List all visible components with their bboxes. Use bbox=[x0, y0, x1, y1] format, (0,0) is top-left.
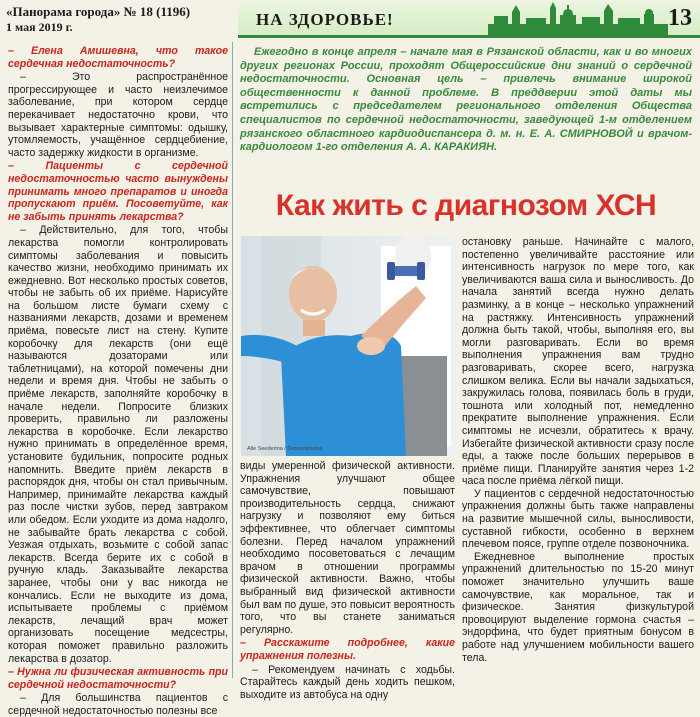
article-paragraph: – Это распространённое прогрессирующее и часто неизлечимое заболевание, при котором сердце перекачивает недостаточно крови, что вызывает характерные симптомы: одышку, утомляемость, учащённое сердцебиение, часто задержку жидкости в организме. bbox=[8, 71, 228, 159]
article-lead: Ежегодно в конце апреля – начале мая в Рязанской области, как и во многих других регионах России, проходят Общероссийские дни знаний о сердечной недостаточности. Основная цель – привлечь внимание широкой общественности к данной проблеме. В преддверии этой даты мы встретились с председателем регионального отделения Общества специалистов по сердечной недостаточности, заведующей 1-м отделением рязанского областного кардиодиспансера д. м. н. Е. А. СМИРНОВОЙ и врачом-кардиологом 1-го отделения А. А. КАРАКИЯН. bbox=[240, 46, 692, 154]
article-column-2 bbox=[240, 460, 455, 701]
photo-credit: Alle Seederina / Depositphotos bbox=[247, 446, 323, 452]
column-divider bbox=[232, 42, 233, 678]
interview-question: – Расскажите подробнее, какие упражнения полезны. bbox=[240, 637, 455, 662]
article-paragraph: остановку раньше. Начинайте с малого, постепенно увеличивайте расстояние или интенсивность нагрузок по мере того, как увеличиваются ваша сила и выносливость. До начала занятий всегда нужно делать разминку, а в конце – несколько упражнений на растяжку. Интенсивность упражнений должна быть такой, чтобы, выполняя его, вы могли разговаривать. Если во время выполнения упражнения вам трудно разговаривать, скорее всего, нагрузка слишком велика. Если вы начали задыхаться, закружилась голова, появилась боль в груди, тошнота или холодный пот, немедленно прекратите выполнение упражнения. Если симптомы не исчезли, обратитесь к врачу. Избегайте физической активности сразу после еды, а также после больших перерывов в приёме пищи. Планируйте занятия через 1-2 часа после приёма лёгкой пищи. bbox=[462, 236, 694, 488]
article-paragraph: – Для большинства пациентов с сердечной недостаточностью полезны все bbox=[8, 692, 228, 717]
interview-question: – Нужна ли физическая активность при сердечной недостаточности? bbox=[8, 666, 228, 691]
article-paragraph: Ежедневное выполнение простых упражнений длительностью по 15-20 минут поможет значительно улучшить ваше самочувствие, как моральное, так и физическое. Занятия физкультурой провоцируют выделение гормона счастья – эндорфина, что будет приятным бонусом в работе над улучшением мобильности вашего тела. bbox=[462, 550, 694, 664]
publication-title: «Панорама города» № 18 (1196) bbox=[6, 4, 191, 19]
interview-question: – Елена Амишевна, что такое сердечная недостаточность? bbox=[8, 45, 228, 70]
masthead bbox=[6, 4, 238, 38]
article-paragraph: – Рекомендуем начинать с ходьбы. Старайтесь каждый день ходить пешком, выходите из автобуса на одну bbox=[240, 663, 455, 701]
article-column-3 bbox=[462, 236, 694, 676]
rubric-band bbox=[238, 2, 700, 38]
city-skyline-icon bbox=[488, 2, 668, 35]
page-number: 13 bbox=[668, 5, 692, 31]
article-paragraph: У пациентов с сердечной недостаточностью упражнения должны быть также направлены на развитие мышечной силы, выносливости, суставной гибкости, особенно в верхнем плечевом поясе, группе отделе позвоночника. bbox=[462, 487, 694, 551]
article-paragraph: – Действительно, для того, чтобы лекарства помогли контролировать симптомы заболевания и повысить качество жизни, необходимо принимать их ежедневно. Вот несколько простых советов, чтобы не забыть об их приёме. Нарисуйте на большом листе бумаги схему с названиями лекарств, дозами и временем приёма, повесьте лист на стену. Купите коробочку для лекарств (они ещё называются дозаторами или таблетницами), на которой помечены дни недели и время дня. Чтобы не забыть о приёме лекарств, заполняйте коробочку в начале недели. Попросите близких проверить, правильно ли разложены лекарства в коробочке. Если лекарство нужно принимать в определённое время, установите будильник, попросите родных напомнить. Введите приём лекарств в распорядок дня, чтобы он стал привычным. Например, принимайте лекарства каждый раз после чистки зубов, перед завтраком или обедом. Если уходите из дома надолго, не забывайте брать лекарства с собой. Уезжая отдыхать, возьмите с собой запас лекарств. Всегда берите их с собой в ручную кладь. Заказывайте лекарства заранее, чтобы они у вас никогда не кончались. Если не выходите из дома, испытываете проблемы с приёмом лекарств, лечащий врач может организовать посещение медсестры, которая поможет правильно разложить лекарства в дозатор. bbox=[8, 224, 228, 665]
article-paragraph: виды умеренной физической активности. Упражнения улучшают общее самочувствие, повышают производительность сердца, снижают нагрузку и позволяют ему биться эффективнее, что облегчает симптомы болезни. Перед началом упражнений необходимо посоветоваться с лечащим врачом в отношении программы физической активности. Важно, чтобы выбранный вид физической активности был вам по душе, это повысит вероятность того, что вы станете заниматься регулярно. bbox=[240, 460, 455, 636]
article-photo bbox=[241, 236, 456, 456]
interview-question: – Пациенты с сердечной недостаточностью часто вынуждены принимать много препаратов и иногда пропускают приём. Посоветуйте, как не забыть принять лекарства? bbox=[8, 160, 228, 223]
issue-date: 1 мая 2019 г. bbox=[6, 20, 73, 34]
article-headline: Как жить с диагнозом ХСН bbox=[275, 189, 657, 222]
elderly-man-exercise-image bbox=[241, 236, 456, 456]
article-column-1 bbox=[8, 44, 228, 717]
rubric-title: НА ЗДОРОВЬЕ! bbox=[256, 10, 394, 29]
